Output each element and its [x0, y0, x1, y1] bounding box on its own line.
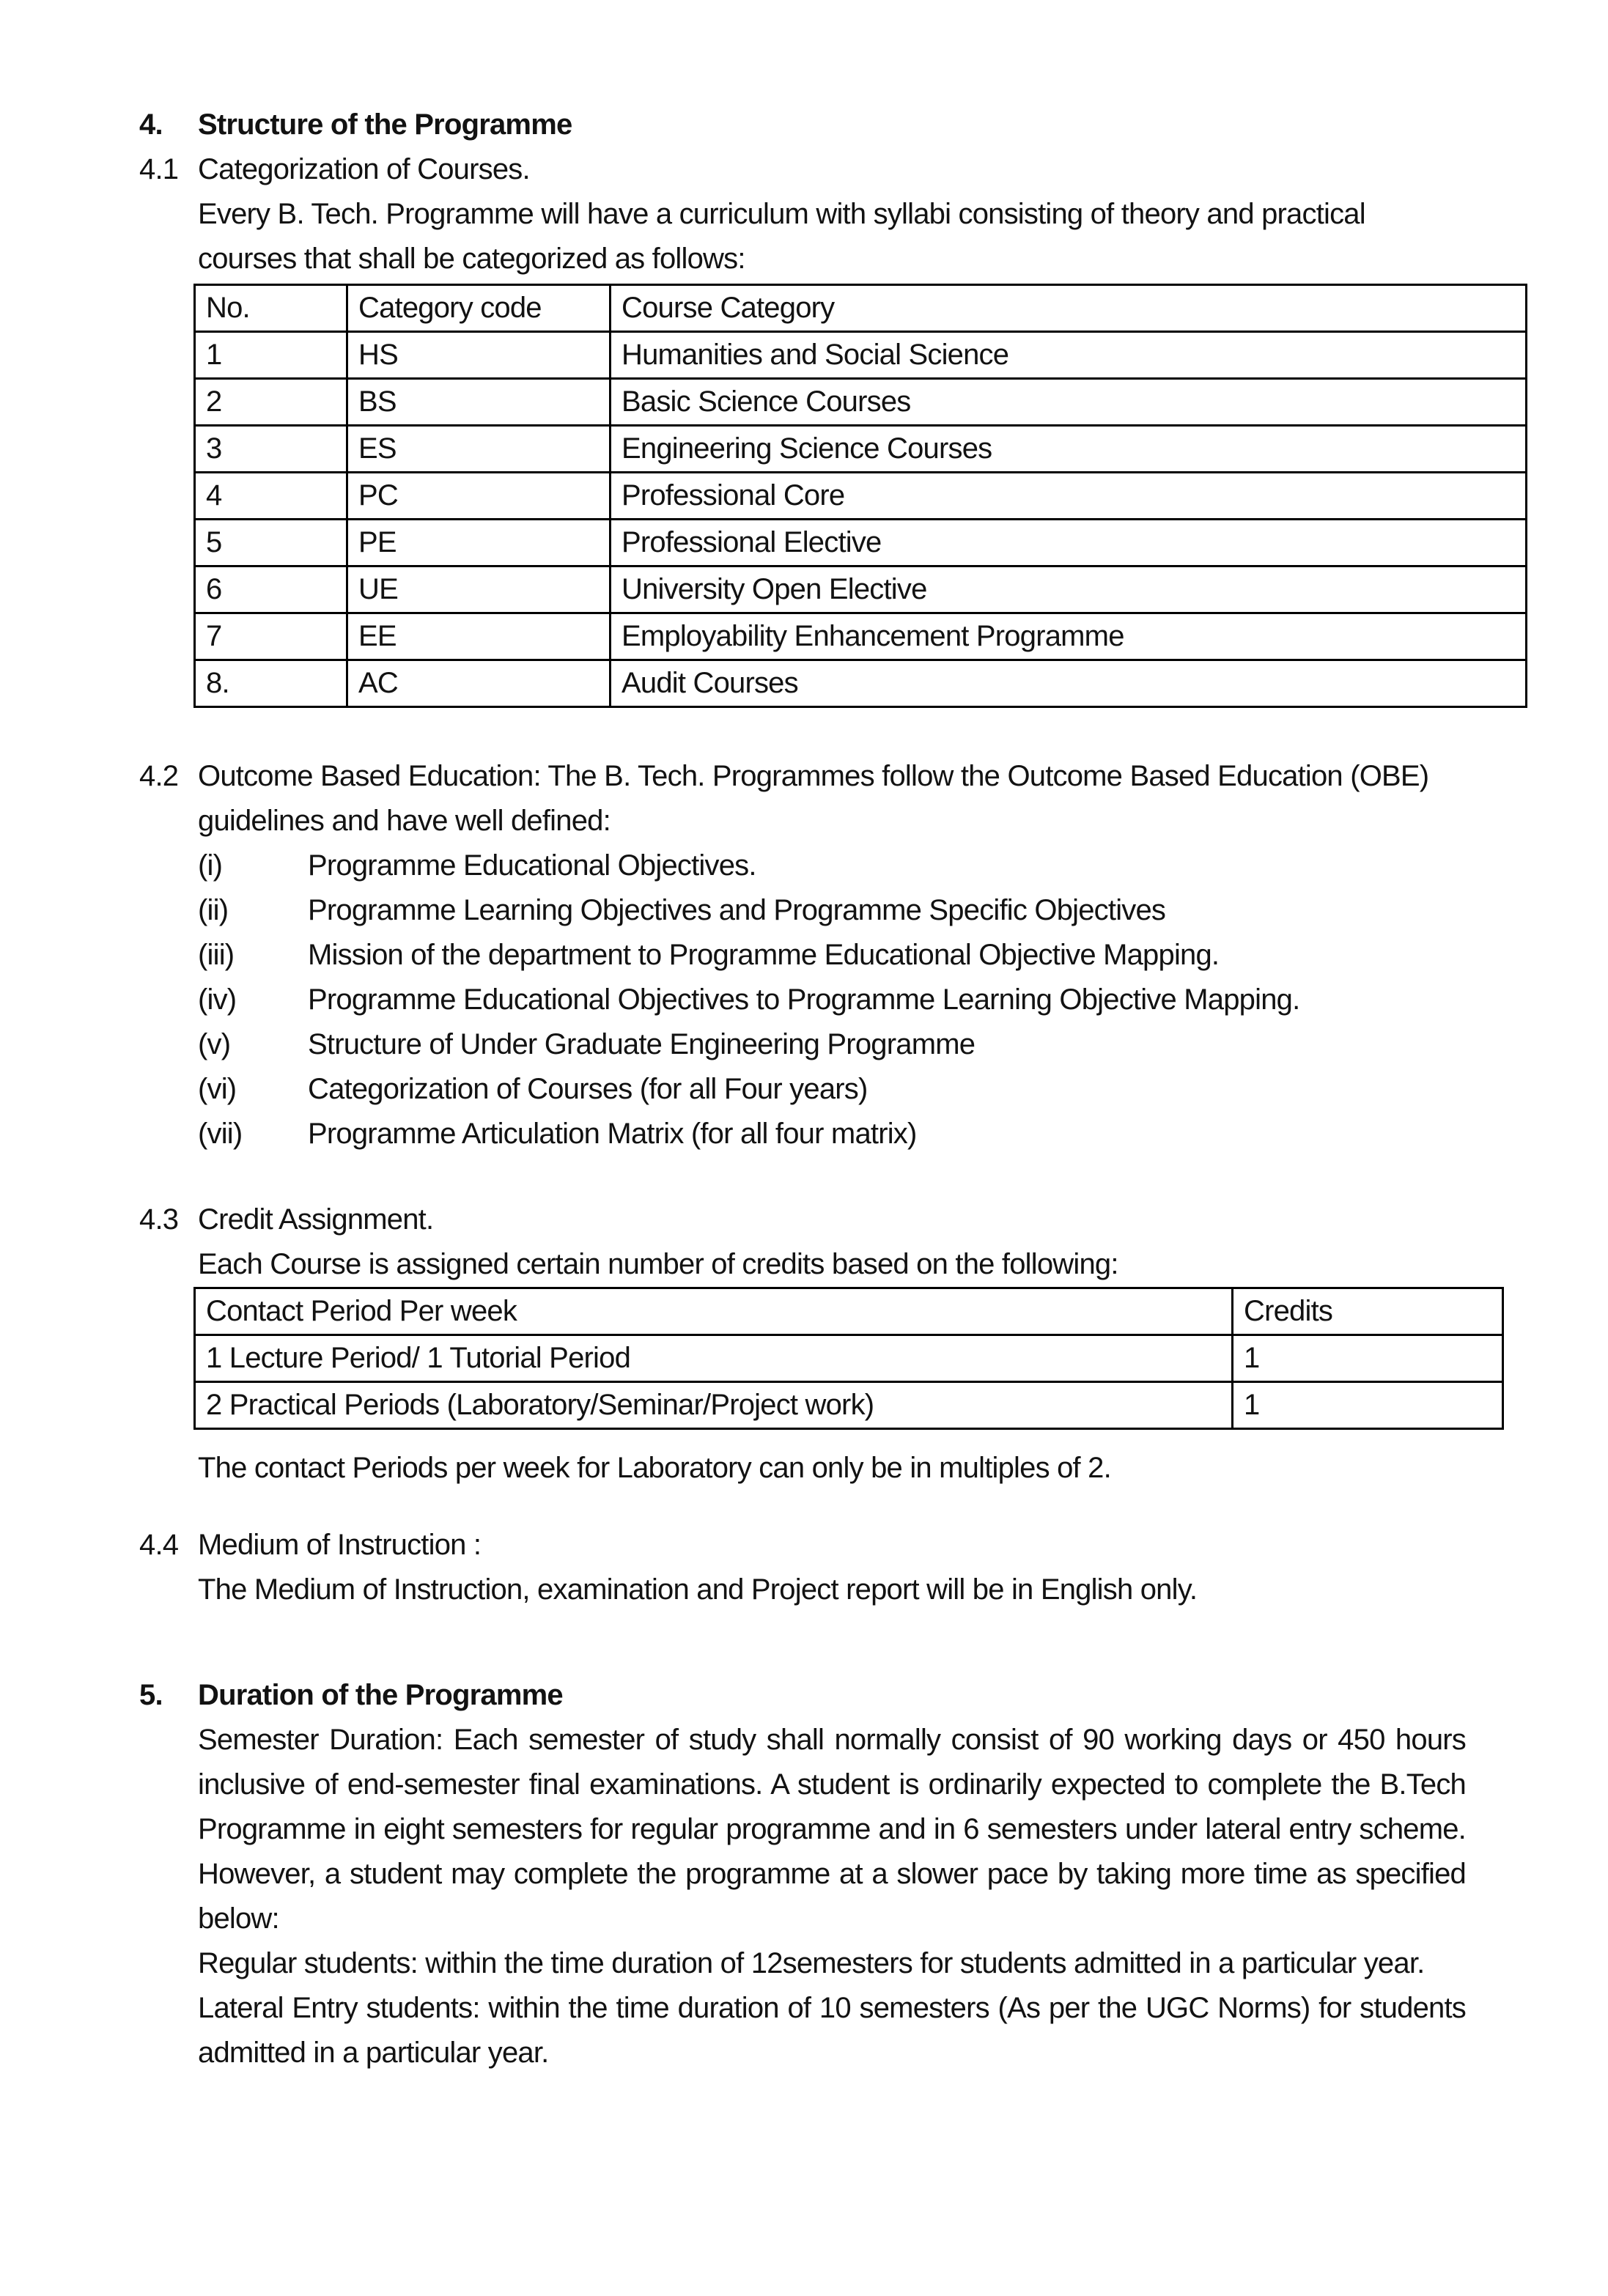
- cell-code: EE: [347, 613, 611, 660]
- cell-category: Humanities and Social Science: [611, 332, 1527, 379]
- cell-category: Engineering Science Courses: [611, 426, 1527, 473]
- course-category-table: [193, 284, 1527, 708]
- cell-category: Professional Core: [611, 473, 1527, 520]
- cell-no: 5: [195, 520, 347, 566]
- cell-contact-period: 1 Lecture Period/ 1 Tutorial Period: [195, 1335, 1233, 1382]
- obe-list: [198, 844, 1466, 1156]
- list-item-text: Structure of Under Graduate Engineering Programme: [308, 1028, 976, 1060]
- cell-code: UE: [347, 566, 611, 613]
- cell-category: University Open Elective: [611, 566, 1527, 613]
- table-row: [195, 379, 1527, 426]
- list-item-label: (ii): [198, 894, 229, 926]
- section-4-2-paragraph: Outcome Based Education: The B. Tech. Programmes follow the Outcome Based Education (OBE) guidelines and have well defined:: [198, 760, 1429, 837]
- list-item: [198, 978, 1466, 1022]
- cell-category: Professional Elective: [611, 520, 1527, 566]
- cell-no: 8.: [195, 660, 347, 707]
- cell-no: 6: [195, 566, 347, 613]
- section-5-paragraph-3: Lateral Entry students: within the time duration of 10 semesters (As per the UGC Norms) for students admitted in a particular year.: [198, 1992, 1466, 2069]
- section-5-number: 5.: [139, 1679, 163, 1711]
- cell-credits: 1: [1233, 1382, 1503, 1429]
- table-row: [195, 566, 1527, 613]
- list-item: [198, 888, 1466, 933]
- list-item-text: Mission of the department to Programme Educational Objective Mapping.: [308, 939, 1220, 971]
- cell-code: BS: [347, 379, 611, 426]
- list-item-text: Programme Articulation Matrix (for all four matrix): [308, 1118, 917, 1150]
- section-4-3-title: Credit Assignment.: [198, 1203, 434, 1236]
- cell-no: 4: [195, 473, 347, 520]
- section-4-number: 4.: [139, 108, 163, 141]
- cell-contact-period: 2 Practical Periods (Laboratory/Seminar/Project work): [195, 1382, 1233, 1429]
- section-4-3-number: 4.3: [139, 1203, 179, 1236]
- cell-code: PC: [347, 473, 611, 520]
- section-4-1-title: Categorization of Courses.: [198, 153, 530, 185]
- cell-category: Basic Science Courses: [611, 379, 1527, 426]
- section-4-title: Structure of the Programme: [198, 108, 572, 141]
- list-item: [198, 1067, 1466, 1112]
- section-4-4-heading: [139, 1523, 1466, 1568]
- table-row: [195, 332, 1527, 379]
- section-5-paragraph-2: Regular students: within the time duration of 12semesters for students admitted in a particular year.: [198, 1947, 1425, 1979]
- list-item-label: (i): [198, 849, 223, 882]
- list-item-text: Categorization of Courses (for all Four years): [308, 1073, 868, 1105]
- table-row: [195, 660, 1527, 707]
- section-5-title: Duration of the Programme: [198, 1679, 563, 1711]
- header-cell-credits: Credits: [1233, 1288, 1503, 1335]
- section-4-heading: [139, 103, 1466, 147]
- cell-code: AC: [347, 660, 611, 707]
- table-row: [195, 473, 1527, 520]
- list-item: [198, 933, 1466, 978]
- section-5-paragraph-1: Semester Duration: Each semester of study shall normally consist of 90 working days or 450 hours inclusive of end-semester final examinations. A student is ordinarily expected to complete the B.Tech Programme in eight semesters for regular programme and in 6 semesters under lateral entry scheme. However, a student may complete the programme at a slower pace by taking more time as specified below:: [198, 1724, 1466, 1935]
- table-row: [195, 1335, 1503, 1382]
- list-item-text: Programme Educational Objectives to Programme Learning Objective Mapping.: [308, 983, 1300, 1016]
- list-item: [198, 1112, 1466, 1156]
- table-row: [195, 1382, 1503, 1429]
- laboratory-note: The contact Periods per week for Laboratory can only be in multiples of 2.: [198, 1452, 1111, 1484]
- list-item-label: (iv): [198, 983, 237, 1016]
- list-item-text: Programme Educational Objectives.: [308, 849, 756, 882]
- section-4-4-title: Medium of Instruction :: [198, 1529, 482, 1561]
- list-item-label: (vi): [198, 1073, 237, 1105]
- cell-category: Employability Enhancement Programme: [611, 613, 1527, 660]
- credit-assignment-table: [193, 1287, 1504, 1430]
- list-item: [198, 844, 1466, 888]
- list-item-label: (v): [198, 1028, 231, 1060]
- cell-no: 2: [195, 379, 347, 426]
- header-cell-no: No.: [195, 285, 347, 332]
- section-4-2-heading: [139, 754, 1466, 844]
- cell-code: PE: [347, 520, 611, 566]
- table-row: [195, 520, 1527, 566]
- cell-code: HS: [347, 332, 611, 379]
- table-row: [195, 613, 1527, 660]
- list-item-text: Programme Learning Objectives and Programme Specific Objectives: [308, 894, 1166, 926]
- cell-category: Audit Courses: [611, 660, 1527, 707]
- table-header-row: [195, 285, 1527, 332]
- header-cell-category-code: Category code: [347, 285, 611, 332]
- list-item-label: (iii): [198, 939, 235, 971]
- section-4-1-heading: [139, 147, 1466, 192]
- section-5-heading: [139, 1673, 1466, 1718]
- section-4-1-paragraph: Every B. Tech. Programme will have a curriculum with syllabi consisting of theory and practical courses that shall be categorized as follows:: [198, 198, 1365, 275]
- section-4-2-number: 4.2: [139, 760, 179, 792]
- table-header-row: [195, 1288, 1503, 1335]
- cell-code: ES: [347, 426, 611, 473]
- section-4-4-paragraph: The Medium of Instruction, examination and Project report will be in English only.: [198, 1573, 1198, 1606]
- cell-no: 7: [195, 613, 347, 660]
- cell-no: 3: [195, 426, 347, 473]
- header-cell-course-category: Course Category: [611, 285, 1527, 332]
- list-item-label: (vii): [198, 1118, 243, 1150]
- cell-no: 1: [195, 332, 347, 379]
- table-row: [195, 426, 1527, 473]
- header-cell-contact-period: Contact Period Per week: [195, 1288, 1233, 1335]
- section-4-4-number: 4.4: [139, 1529, 179, 1561]
- list-item: [198, 1022, 1466, 1067]
- section-4-3-heading: [139, 1197, 1466, 1242]
- section-4-1-number: 4.1: [139, 153, 179, 185]
- section-4-3-paragraph: Each Course is assigned certain number of credits based on the following:: [198, 1248, 1118, 1280]
- cell-credits: 1: [1233, 1335, 1503, 1382]
